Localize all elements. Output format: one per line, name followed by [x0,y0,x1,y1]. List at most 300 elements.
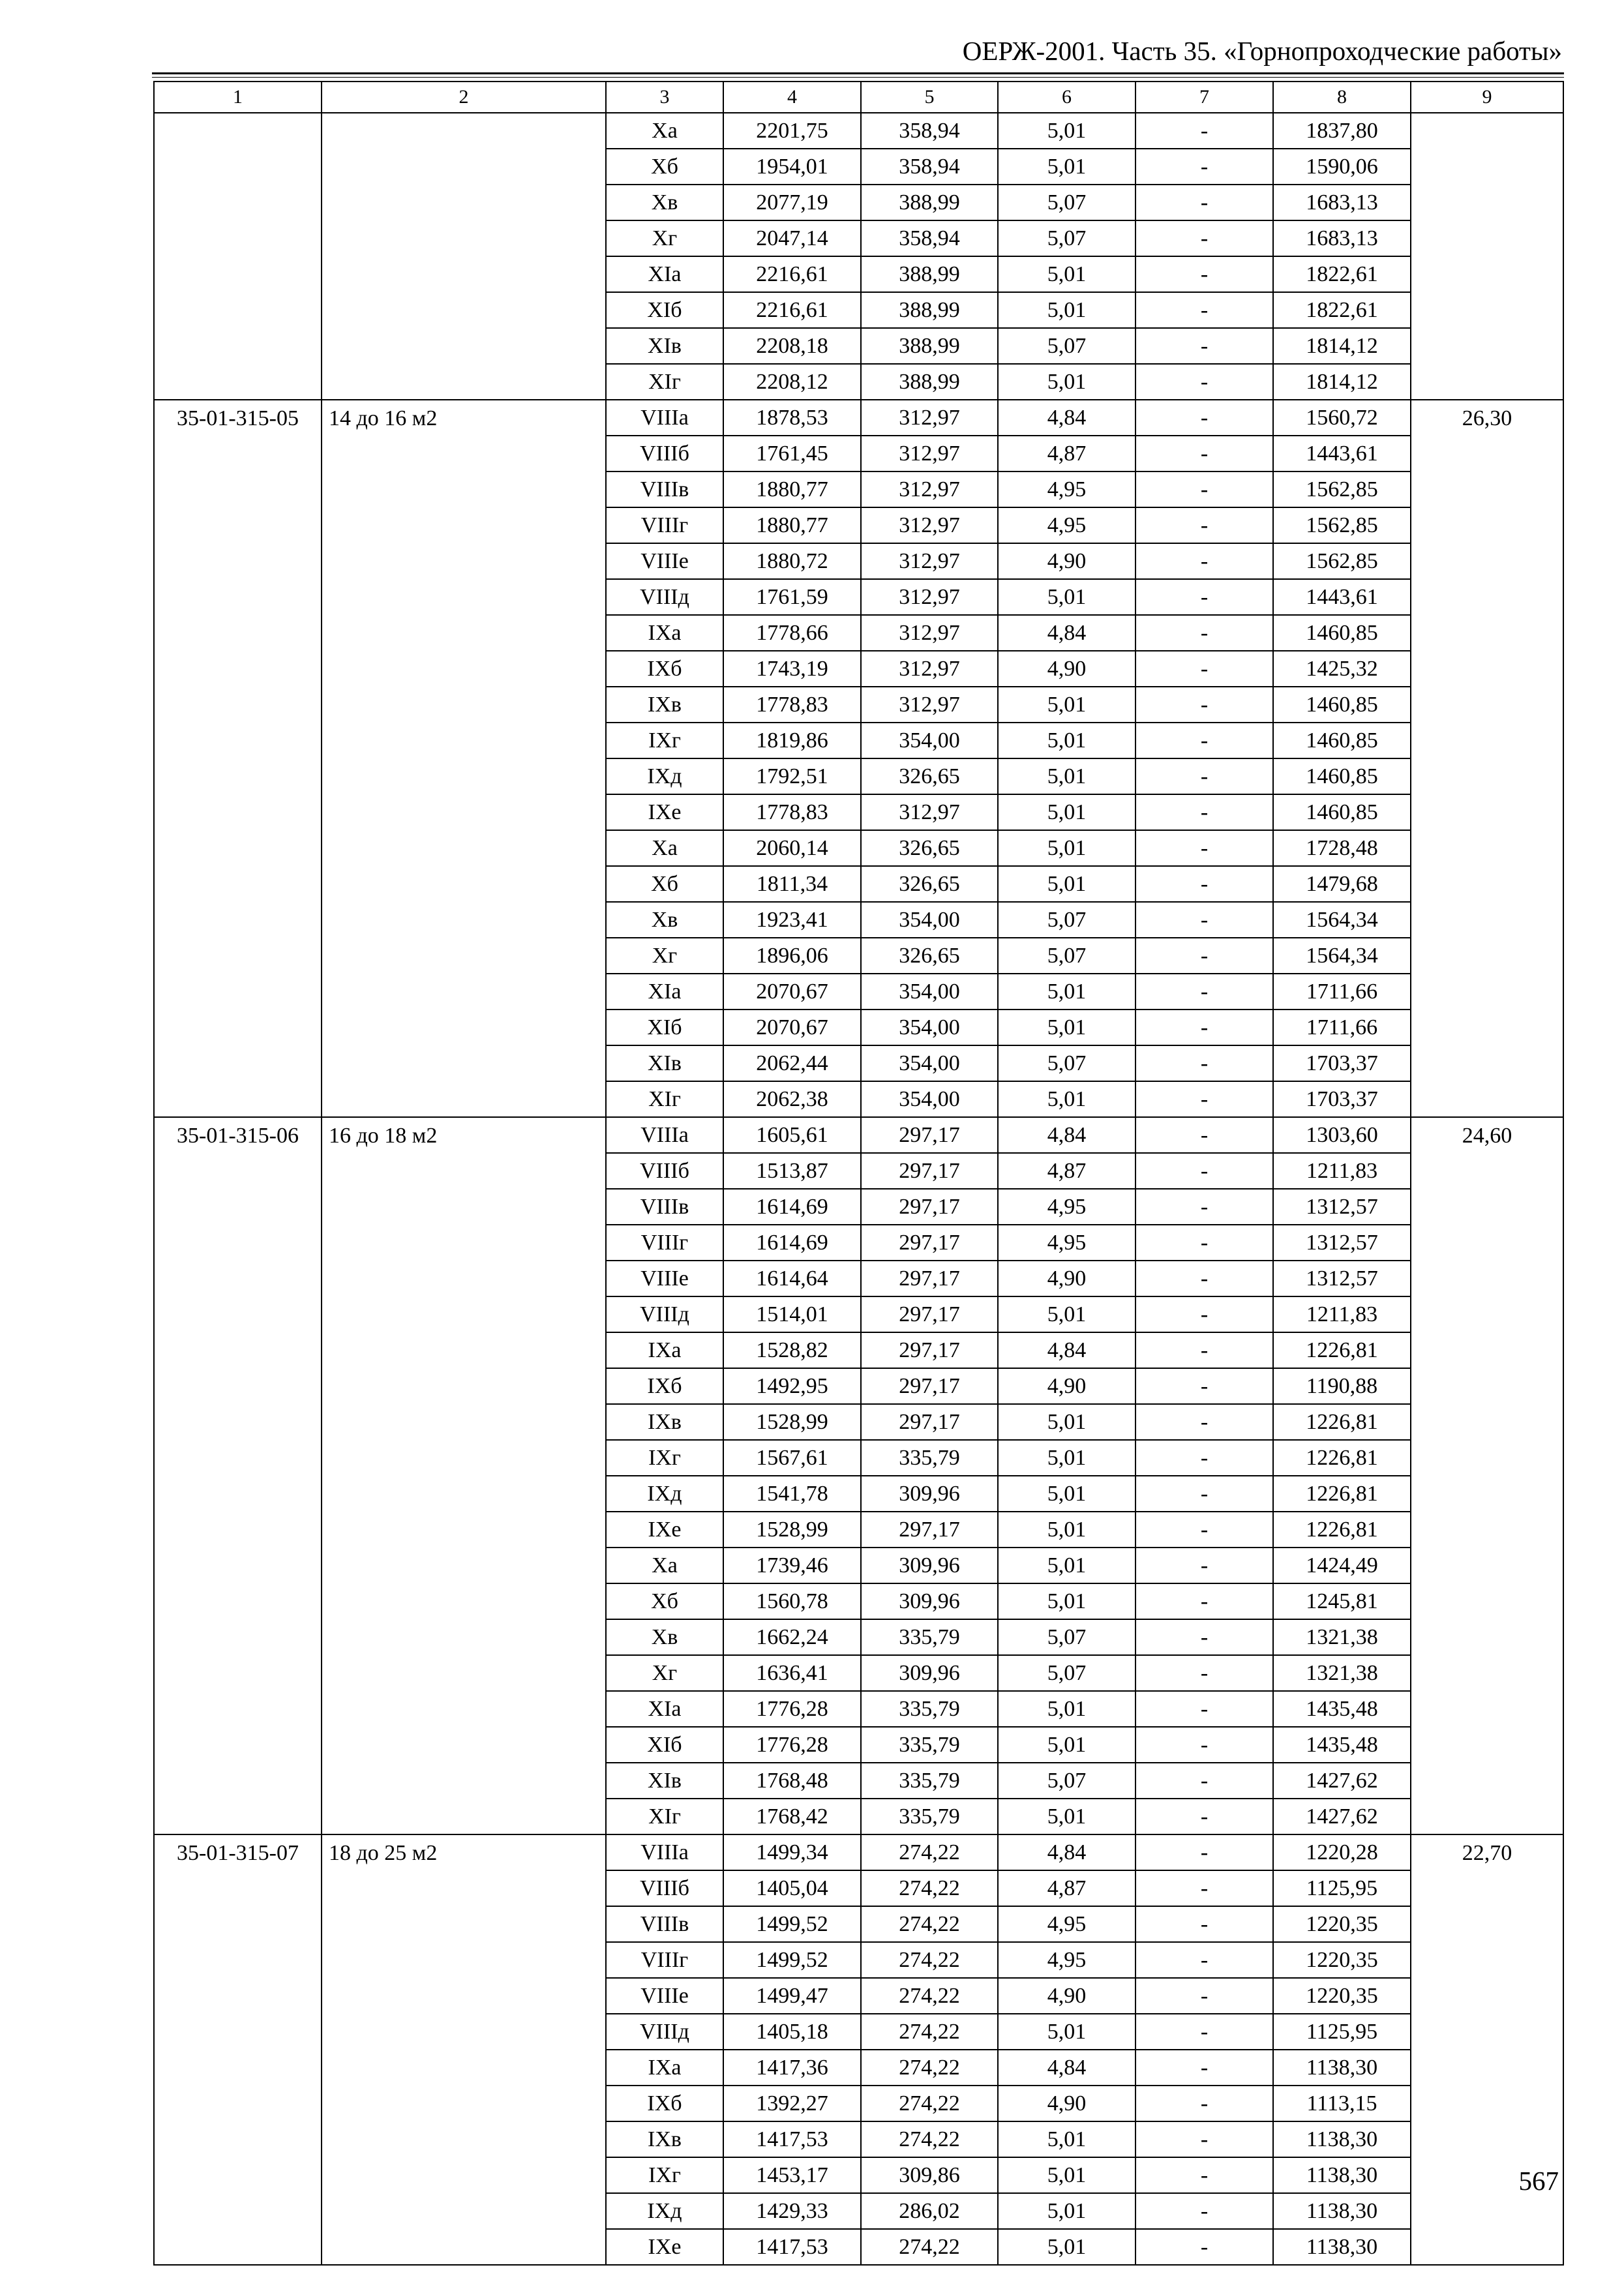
materials-cell: 1125,95 [1273,1870,1411,1906]
wages-cell: 335,79 [861,1619,998,1655]
materials-cell: 1460,85 [1273,615,1411,651]
materials-cell: 1703,37 [1273,1045,1411,1081]
driver-wages-cell: - [1135,974,1273,1010]
category-cell: IXг [606,723,723,758]
total-cost-cell: 1768,48 [723,1763,861,1799]
wages-cell: 335,79 [861,1691,998,1727]
machines-cell: 5,01 [998,256,1135,292]
machines-cell: 5,07 [998,1045,1135,1081]
materials-cell: 1425,32 [1273,651,1411,687]
materials-cell: 1424,49 [1273,1548,1411,1583]
total-cost-cell: 2208,12 [723,364,861,400]
wages-cell: 297,17 [861,1225,998,1261]
machines-cell: 5,07 [998,938,1135,974]
wages-cell: 274,22 [861,2229,998,2265]
machines-cell: 4,90 [998,1978,1135,2014]
wages-cell: 354,00 [861,1010,998,1045]
category-cell: IXб [606,2086,723,2121]
machines-cell: 4,90 [998,2086,1135,2121]
category-cell: IXд [606,2193,723,2229]
category-cell: VIIIв [606,1189,723,1225]
materials-cell: 1220,35 [1273,1978,1411,2014]
materials-cell: 1814,12 [1273,328,1411,364]
materials-cell: 1560,72 [1273,400,1411,436]
category-cell: IXб [606,651,723,687]
driver-wages-cell: - [1135,1906,1273,1942]
category-cell: XIa [606,256,723,292]
driver-wages-cell: - [1135,2086,1273,2121]
total-cost-cell: 1560,78 [723,1583,861,1619]
machines-cell: 5,01 [998,1727,1135,1763]
category-cell: IXa [606,1332,723,1368]
wages-cell: 297,17 [861,1296,998,1332]
driver-wages-cell: - [1135,328,1273,364]
total-cost-cell: 1567,61 [723,1440,861,1476]
wages-cell: 388,99 [861,328,998,364]
wages-cell: 286,02 [861,2193,998,2229]
wages-cell: 358,94 [861,149,998,185]
labor-rate-cell: 24,60 [1411,1117,1563,1834]
total-cost-cell: 1614,69 [723,1225,861,1261]
materials-cell: 1435,48 [1273,1727,1411,1763]
machines-cell: 5,01 [998,866,1135,902]
total-cost-cell: 2208,18 [723,328,861,364]
materials-cell: 1460,85 [1273,758,1411,794]
category-cell: Xa [606,1548,723,1583]
total-cost-cell: 1528,99 [723,1512,861,1548]
machines-cell: 4,87 [998,1870,1135,1906]
driver-wages-cell: - [1135,902,1273,938]
category-cell: VIIIe [606,543,723,579]
materials-cell: 1564,34 [1273,938,1411,974]
driver-wages-cell: - [1135,1548,1273,1583]
driver-wages-cell: - [1135,1153,1273,1189]
wages-cell: 274,22 [861,1870,998,1906]
wages-cell: 312,97 [861,400,998,436]
driver-wages-cell: - [1135,1296,1273,1332]
driver-wages-cell: - [1135,364,1273,400]
wages-cell: 274,22 [861,1906,998,1942]
category-cell: Xг [606,1655,723,1691]
wages-cell: 274,22 [861,1834,998,1870]
total-cost-cell: 1880,77 [723,507,861,543]
category-cell: IXд [606,1476,723,1512]
materials-cell: 1125,95 [1273,2014,1411,2050]
total-cost-cell: 1499,52 [723,1942,861,1978]
materials-cell: 1220,28 [1273,1834,1411,1870]
materials-cell: 1211,83 [1273,1153,1411,1189]
wages-cell: 274,22 [861,2014,998,2050]
total-cost-cell: 1417,53 [723,2229,861,2265]
category-cell: XIa [606,1691,723,1727]
machines-cell: 5,01 [998,1440,1135,1476]
materials-cell: 1443,61 [1273,436,1411,471]
total-cost-cell: 1792,51 [723,758,861,794]
driver-wages-cell: - [1135,1404,1273,1440]
wages-cell: 274,22 [861,2050,998,2086]
wages-cell: 354,00 [861,1081,998,1117]
materials-cell: 1245,81 [1273,1583,1411,1619]
wages-cell: 309,96 [861,1476,998,1512]
materials-cell: 1138,30 [1273,2121,1411,2157]
wages-cell: 297,17 [861,1512,998,1548]
driver-wages-cell: - [1135,1368,1273,1404]
machines-cell: 5,01 [998,2229,1135,2265]
machines-cell: 4,87 [998,1153,1135,1189]
materials-cell: 1443,61 [1273,579,1411,615]
column-header: 5 [861,82,998,113]
category-cell: VIIIг [606,1225,723,1261]
wages-cell: 312,97 [861,471,998,507]
driver-wages-cell: - [1135,1010,1273,1045]
materials-cell: 1303,60 [1273,1117,1411,1153]
machines-cell: 4,95 [998,1906,1135,1942]
category-cell: IXв [606,2121,723,2157]
driver-wages-cell: - [1135,866,1273,902]
total-cost-cell: 1880,77 [723,471,861,507]
category-cell: VIIIa [606,1834,723,1870]
total-cost-cell: 1878,53 [723,400,861,436]
materials-cell: 1190,88 [1273,1368,1411,1404]
driver-wages-cell: - [1135,1440,1273,1476]
category-cell: Xг [606,220,723,256]
driver-wages-cell: - [1135,1870,1273,1906]
driver-wages-cell: - [1135,794,1273,830]
materials-cell: 1138,30 [1273,2157,1411,2193]
materials-cell: 1703,37 [1273,1081,1411,1117]
driver-wages-cell: - [1135,507,1273,543]
driver-wages-cell: - [1135,543,1273,579]
driver-wages-cell: - [1135,1081,1273,1117]
total-cost-cell: 1614,69 [723,1189,861,1225]
materials-cell: 1837,80 [1273,113,1411,149]
total-cost-cell: 1492,95 [723,1368,861,1404]
total-cost-cell: 2060,14 [723,830,861,866]
category-cell: IXa [606,615,723,651]
wages-cell: 274,22 [861,2121,998,2157]
materials-cell: 1562,85 [1273,471,1411,507]
machines-cell: 5,01 [998,2121,1135,2157]
machines-cell: 5,07 [998,902,1135,938]
code-cell: 35-01-315-07 [154,1834,322,2265]
wages-cell: 312,97 [861,507,998,543]
category-cell: XIв [606,1045,723,1081]
materials-cell: 1211,83 [1273,1296,1411,1332]
materials-cell: 1590,06 [1273,149,1411,185]
materials-cell: 1312,57 [1273,1189,1411,1225]
materials-cell: 1460,85 [1273,687,1411,723]
driver-wages-cell: - [1135,2229,1273,2265]
table-header-row [154,82,1563,113]
machines-cell: 4,90 [998,651,1135,687]
machines-cell: 5,07 [998,220,1135,256]
category-cell: XIв [606,328,723,364]
driver-wages-cell: - [1135,1225,1273,1261]
column-header: 1 [154,82,322,113]
machines-cell: 5,07 [998,185,1135,220]
driver-wages-cell: - [1135,400,1273,436]
total-cost-cell: 1776,28 [723,1691,861,1727]
total-cost-cell: 1954,01 [723,149,861,185]
machines-cell: 4,84 [998,2050,1135,2086]
wages-cell: 312,97 [861,794,998,830]
machines-cell: 5,01 [998,113,1135,149]
machines-cell: 4,95 [998,507,1135,543]
category-cell: XIб [606,292,723,328]
driver-wages-cell: - [1135,2121,1273,2157]
category-cell: Xб [606,1583,723,1619]
driver-wages-cell: - [1135,1978,1273,2014]
total-cost-cell: 1896,06 [723,938,861,974]
driver-wages-cell: - [1135,1763,1273,1799]
materials-cell: 1814,12 [1273,364,1411,400]
driver-wages-cell: - [1135,1655,1273,1691]
total-cost-cell: 1405,18 [723,2014,861,2050]
wages-cell: 326,65 [861,758,998,794]
total-cost-cell: 2070,67 [723,974,861,1010]
wages-cell: 309,96 [861,1655,998,1691]
name-cell [322,113,606,400]
total-cost-cell: 1636,41 [723,1655,861,1691]
materials-cell: 1711,66 [1273,1010,1411,1045]
materials-cell: 1226,81 [1273,1440,1411,1476]
machines-cell: 5,01 [998,1799,1135,1834]
driver-wages-cell: - [1135,256,1273,292]
category-cell: Xa [606,113,723,149]
wages-cell: 388,99 [861,185,998,220]
category-cell: IXг [606,2157,723,2193]
machines-cell: 5,01 [998,149,1135,185]
column-header: 7 [1135,82,1273,113]
total-cost-cell: 1778,83 [723,794,861,830]
machines-cell: 5,07 [998,1655,1135,1691]
category-cell: XIг [606,1081,723,1117]
category-cell: Xв [606,185,723,220]
driver-wages-cell: - [1135,1476,1273,1512]
labor-rate-cell: 26,30 [1411,400,1563,1117]
machines-cell: 4,90 [998,543,1135,579]
total-cost-cell: 1429,33 [723,2193,861,2229]
code-cell [154,113,322,400]
machines-cell: 4,95 [998,1189,1135,1225]
materials-cell: 1138,30 [1273,2229,1411,2265]
driver-wages-cell: - [1135,220,1273,256]
materials-cell: 1226,81 [1273,1404,1411,1440]
table-row [154,400,1563,436]
driver-wages-cell: - [1135,2193,1273,2229]
machines-cell: 5,01 [998,1296,1135,1332]
total-cost-cell: 1819,86 [723,723,861,758]
header-rule-thin [152,77,1564,78]
materials-cell: 1711,66 [1273,974,1411,1010]
category-cell: Xв [606,902,723,938]
driver-wages-cell: - [1135,1727,1273,1763]
driver-wages-cell: - [1135,1117,1273,1153]
category-cell: XIб [606,1010,723,1045]
wages-cell: 297,17 [861,1261,998,1296]
driver-wages-cell: - [1135,579,1273,615]
total-cost-cell: 2062,44 [723,1045,861,1081]
materials-cell: 1226,81 [1273,1332,1411,1368]
total-cost-cell: 1739,46 [723,1548,861,1583]
materials-cell: 1683,13 [1273,220,1411,256]
category-cell: VIIIг [606,507,723,543]
materials-cell: 1220,35 [1273,1906,1411,1942]
machines-cell: 5,01 [998,2193,1135,2229]
wages-cell: 358,94 [861,113,998,149]
materials-cell: 1562,85 [1273,507,1411,543]
wages-cell: 274,22 [861,1942,998,1978]
total-cost-cell: 1880,72 [723,543,861,579]
category-cell: XIa [606,974,723,1010]
driver-wages-cell: - [1135,687,1273,723]
wages-cell: 297,17 [861,1404,998,1440]
total-cost-cell: 1417,36 [723,2050,861,2086]
materials-cell: 1435,48 [1273,1691,1411,1727]
table-row [154,113,1563,149]
driver-wages-cell: - [1135,113,1273,149]
category-cell: XIб [606,1727,723,1763]
wages-cell: 274,22 [861,1978,998,2014]
column-header: 4 [723,82,861,113]
total-cost-cell: 1528,99 [723,1404,861,1440]
total-cost-cell: 1923,41 [723,902,861,938]
category-cell: VIIIe [606,1261,723,1296]
machines-cell: 4,90 [998,1261,1135,1296]
category-cell: Xб [606,866,723,902]
machines-cell: 5,01 [998,758,1135,794]
driver-wages-cell: - [1135,1261,1273,1296]
total-cost-cell: 2201,75 [723,113,861,149]
wages-cell: 354,00 [861,902,998,938]
category-cell: XIг [606,364,723,400]
driver-wages-cell: - [1135,2014,1273,2050]
wages-cell: 388,99 [861,364,998,400]
labor-rate-cell: 22,70 [1411,1834,1563,2265]
category-cell: VIIIд [606,2014,723,2050]
materials-cell: 1822,61 [1273,292,1411,328]
table-row [154,1834,1563,1870]
machines-cell: 5,01 [998,1010,1135,1045]
category-cell: VIIIв [606,471,723,507]
driver-wages-cell: - [1135,1691,1273,1727]
driver-wages-cell: - [1135,1583,1273,1619]
wages-cell: 354,00 [861,974,998,1010]
wages-cell: 335,79 [861,1727,998,1763]
machines-cell: 4,95 [998,1942,1135,1978]
materials-cell: 1564,34 [1273,902,1411,938]
code-cell: 35-01-315-06 [154,1117,322,1834]
wages-cell: 326,65 [861,866,998,902]
table-row [154,1117,1563,1153]
materials-cell: 1226,81 [1273,1512,1411,1548]
category-cell: VIIIв [606,1906,723,1942]
header-rule-thick [152,72,1564,74]
category-cell: VIIIд [606,579,723,615]
machines-cell: 5,01 [998,1404,1135,1440]
driver-wages-cell: - [1135,1799,1273,1834]
total-cost-cell: 1405,04 [723,1870,861,1906]
total-cost-cell: 1768,42 [723,1799,861,1834]
wages-cell: 312,97 [861,651,998,687]
total-cost-cell: 1513,87 [723,1153,861,1189]
category-cell: VIIIг [606,1942,723,1978]
labor-rate-cell [1411,113,1563,400]
machines-cell: 5,01 [998,1081,1135,1117]
driver-wages-cell: - [1135,185,1273,220]
category-cell: Xб [606,149,723,185]
wages-cell: 309,96 [861,1548,998,1583]
wages-cell: 312,97 [861,543,998,579]
total-cost-cell: 1392,27 [723,2086,861,2121]
column-header: 2 [322,82,606,113]
wages-cell: 312,97 [861,579,998,615]
total-cost-cell: 1761,45 [723,436,861,471]
total-cost-cell: 2062,38 [723,1081,861,1117]
category-cell: IXб [606,1368,723,1404]
wages-cell: 309,96 [861,1583,998,1619]
total-cost-cell: 1417,53 [723,2121,861,2157]
wages-cell: 335,79 [861,1763,998,1799]
category-cell: VIIIe [606,1978,723,2014]
page-header-title: ОЕРЖ-2001. Часть 35. «Горнопроходческие работы» [962,36,1562,66]
wages-cell: 297,17 [861,1189,998,1225]
wages-cell: 309,86 [861,2157,998,2193]
category-cell: Xв [606,1619,723,1655]
machines-cell: 5,01 [998,1583,1135,1619]
name-cell: 16 до 18 м2 [322,1117,606,1834]
machines-cell: 5,07 [998,1763,1135,1799]
materials-cell: 1226,81 [1273,1476,1411,1512]
machines-cell: 4,87 [998,436,1135,471]
column-header: 9 [1411,82,1563,113]
driver-wages-cell: - [1135,1045,1273,1081]
materials-cell: 1822,61 [1273,256,1411,292]
category-cell: IXв [606,687,723,723]
machines-cell: 4,84 [998,1332,1135,1368]
category-cell: IXв [606,1404,723,1440]
category-cell: VIIIб [606,1870,723,1906]
category-cell: IXa [606,2050,723,2086]
total-cost-cell: 1778,66 [723,615,861,651]
machines-cell: 5,07 [998,328,1135,364]
wages-cell: 326,65 [861,830,998,866]
category-cell: VIIIб [606,1153,723,1189]
column-header: 3 [606,82,723,113]
machines-cell: 5,01 [998,1476,1135,1512]
total-cost-cell: 2070,67 [723,1010,861,1045]
category-cell: IXд [606,758,723,794]
materials-cell: 1312,57 [1273,1225,1411,1261]
materials-cell: 1138,30 [1273,2193,1411,2229]
driver-wages-cell: - [1135,1619,1273,1655]
machines-cell: 4,84 [998,615,1135,651]
driver-wages-cell: - [1135,471,1273,507]
category-cell: VIIIд [606,1296,723,1332]
wages-cell: 312,97 [861,687,998,723]
table-body [154,82,1563,2265]
name-cell: 18 до 25 м2 [322,1834,606,2265]
total-cost-cell: 1541,78 [723,1476,861,1512]
total-cost-cell: 1605,61 [723,1117,861,1153]
wages-cell: 312,97 [861,436,998,471]
wages-cell: 297,17 [861,1117,998,1153]
materials-cell: 1113,15 [1273,2086,1411,2121]
machines-cell: 4,84 [998,1834,1135,1870]
materials-cell: 1427,62 [1273,1763,1411,1799]
machines-cell: 5,01 [998,1548,1135,1583]
total-cost-cell: 1499,52 [723,1906,861,1942]
